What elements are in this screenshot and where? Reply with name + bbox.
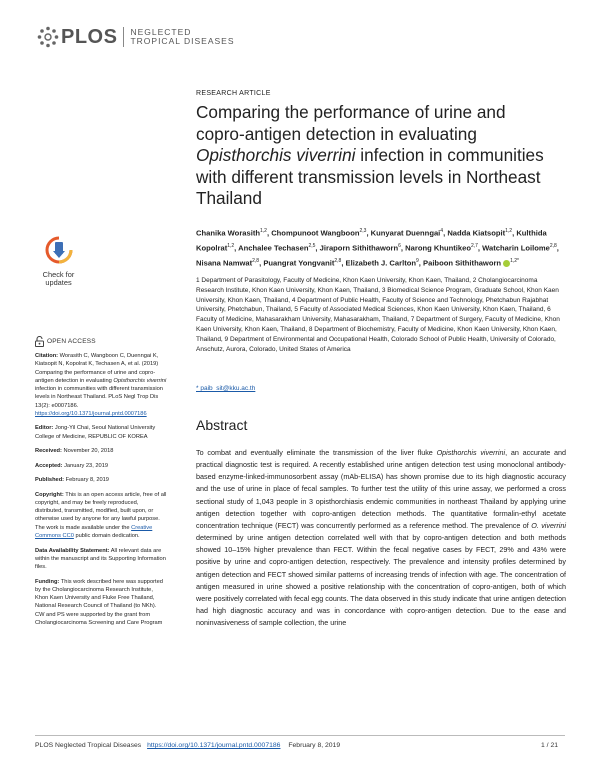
data-availability-block xyxy=(35,547,167,572)
received-label: Received: xyxy=(35,448,62,455)
open-access-badge xyxy=(35,336,96,347)
copyright-label: Copyright: xyxy=(35,491,64,498)
author-name: Kunyarat Duenngai xyxy=(370,228,441,238)
accepted-block xyxy=(35,462,167,470)
journal-name-line1: NEGLECTED xyxy=(130,26,192,37)
footer-divider xyxy=(35,735,565,736)
published-label: Published: xyxy=(35,477,65,484)
journal-name-line2: TROPICAL DISEASES xyxy=(130,36,235,46)
copyright-block xyxy=(35,491,167,541)
citation-text-1: Worasith C, Wangboon C, Duenngai K, Kiatsopit N, Kopolrat K, Techasen A, et al. (2019) Comparing the performance of urine and copro-antigen detection in evaluating xyxy=(35,353,159,384)
accepted-label: Accepted: xyxy=(35,462,63,469)
abstract-species-1: Opisthorchis viverrini xyxy=(436,448,506,457)
author-name: Anchalee Techasen xyxy=(238,243,309,253)
author-affiliation-sup: 2,8 xyxy=(252,257,260,264)
author-name: Watcharin Loilome xyxy=(482,243,550,253)
article-title xyxy=(196,102,556,210)
title-species: Opisthorchis viverrini xyxy=(196,145,356,165)
title-part1: Comparing the performance of urine and copro-antigen detection in evaluating xyxy=(196,102,506,144)
author-affiliation-sup: 1,2 xyxy=(260,228,267,234)
received-text: November 20, 2018 xyxy=(61,448,114,455)
check-for-updates-badge[interactable] xyxy=(35,236,82,290)
citation-doi-link[interactable]: https://doi.org/10.1371/journal.pntd.0007186 xyxy=(35,410,147,417)
data-availability-label: Data Availability Statement: xyxy=(35,547,110,554)
title-part2: infection in communities with different transmission levels in Northeast Thailand xyxy=(196,145,544,208)
author-name: Chanika Worasith xyxy=(196,228,260,238)
author-affiliation-sup: 2,8 xyxy=(334,257,342,264)
page-number: 1 / 21 xyxy=(541,742,559,749)
author-name: Nisana Namwat xyxy=(196,258,253,268)
citation-species: Opisthorchis viverrini xyxy=(113,377,167,384)
funding-label: Funding: xyxy=(35,578,60,585)
abstract-s2: , an accurate and practical diagnostic test is required. A recently established urine antigen detection test using monoclonal antibody-based enzyme-linked-immunosorbent assay (mAb-ELISA) has shown promise due to its high diagnostic accuracy and the use of urine in place of fecal samples. To further test the utility of this urine assay, we performed a cross sectional study of 1,043 people in 3 opisthorchiasis endemic communities in northeast Thailand by applying urine antigen detection together with copro-antigen detection methods. The quantitative formalin-ethyl acetate concentration technique (FECT) was concurrently performed as a reference method. The prevalence of xyxy=(196,448,566,530)
author-name: Nadda Kiatsopit xyxy=(447,228,506,238)
affiliations: 1 Department of Parasitology, Faculty of Medicine, Khon Kaen University, Khon Kaen, Thailand, 2 Cholangiocarcinoma Research Institute, Khon Kaen University, Khon Kaen, Thailand, 3 Biomedical Science Program, Graduate School, Khon Kaen University, Khon Kaen, Thailand, 4 Department of Public Health, Faculty of Science and Technology, Phetchabun Rajabhat University, Phetchabun, Thailand, 5 Faculty of Associated Medical Sciences, Khon Kaen University, Khon Kaen, Thailand, 6 Faculty of Medicine, Mahasarakham University, Mahasarakham, Thailand, 7 Department of Surgery, Faculty of Medicine, Khon Kaen University, Khon Kaen, Thailand, 8 Department of Biochemistry, Faculty of Medicine, Khon Kaen University, Khon Kaen, Thailand, 9 Department of Environmental and Occupational Health, Colorado School of Public Health, University of Colorado, Anschutz, Aurora, Colorado, United States of America xyxy=(196,277,560,353)
journal-name xyxy=(130,28,234,47)
open-access-label: OPEN ACCESS xyxy=(47,338,96,345)
open-lock-icon xyxy=(35,336,44,347)
logo-divider xyxy=(123,27,124,47)
abstract-heading: Abstract xyxy=(196,417,248,433)
author-affiliation-sup: 1,2 xyxy=(505,228,513,234)
author-name: Puangrat Yongvanit xyxy=(263,258,335,268)
published-block xyxy=(35,476,167,484)
author-name: Jiraporn Sithithaworn xyxy=(319,243,399,253)
author-affiliation-sup: 1,2 xyxy=(227,242,235,249)
author-name: Paiboon Sithithaworn xyxy=(423,258,502,268)
author-name: Narong Khuntikeo xyxy=(405,243,471,253)
citation-label: Citation: xyxy=(35,353,59,359)
footer-journal: PLOS Neglected Tropical Diseases xyxy=(35,742,142,749)
abstract-species-2: O. viverrini xyxy=(531,520,566,530)
copyright-text-2: public domain dedication. xyxy=(73,532,140,539)
footer-citation xyxy=(35,742,340,749)
citation-block xyxy=(35,352,167,418)
plos-wordmark: PLOS xyxy=(61,25,118,48)
data-availability-text: All relevant data are within the manuscript and its Supporting Information files. xyxy=(35,547,166,571)
abstract-s3: determined by urine antigen detection correlated well with that by copro-antigen detection and both methods showed 10–15% higher prevalence than FECT. Within the fecal negative cases by FECT, 29% and 43% were positive by urine and copro-antigen detection, respectively. The prevalence and intensity profiles determined by antigen detection and FECT showed similar patterns of increasing trends of infection with age. The concentration of antigen measured in urine showed a positive relationship with the concentration of copro-antigen, both of which were positively correlated with fecal egg counts. The data observed in this study indicate that urine antigen detection had high diagnostic accuracy and was in concordance with copro-antigen detection. Due to the ease and noninvasiveness of sample collection, the urine xyxy=(196,533,566,628)
editor-block xyxy=(35,424,167,441)
author-name: Chompunoot Wangboon xyxy=(271,228,360,238)
author-affiliation-sup: 4 xyxy=(440,228,444,234)
accepted-text: January 23, 2019 xyxy=(62,462,109,469)
author-name: Elizabeth J. Carlton xyxy=(345,258,417,268)
cfu-line2: updates xyxy=(45,278,72,287)
citation-text-2: infection in communities with different transmission levels in Northeast Thailand. PLoS Negl Trop Dis 13(2): e0007186. xyxy=(35,386,163,409)
author-affiliation-sup: 1,2* xyxy=(510,257,519,264)
cc0-link[interactable]: Creative Commons CC0 xyxy=(35,524,153,539)
article-metadata-sidebar xyxy=(35,352,167,633)
author-affiliation-sup: 6 xyxy=(398,242,401,249)
check-for-updates-icon xyxy=(44,236,74,264)
author-affiliation-sup: 2,7 xyxy=(470,242,478,249)
abstract-body xyxy=(196,447,566,629)
abstract-s1: To combat and eventually eliminate the transmission of the liver fluke xyxy=(196,448,437,457)
author-affiliation-sup: 2,3 xyxy=(359,228,367,234)
author-affiliation-sup: 2,5 xyxy=(308,242,316,249)
article-type-label: RESEARCH ARTICLE xyxy=(196,90,271,97)
published-text: February 8, 2019 xyxy=(64,477,109,484)
received-block xyxy=(35,447,167,455)
author-affiliation-sup: 2,8 xyxy=(549,242,557,249)
plos-logo-icon xyxy=(37,26,59,48)
footer-doi-link[interactable]: https://doi.org/10.1371/journal.pntd.0007186 xyxy=(147,742,281,749)
author-list: Chanika Worasith$^{1,2}$, Chompunoot Wangboon$^{2,3}$, Kunyarat Duenngai$^4$, Nadda Kiatsopit$^{1,2}$, Kulthida Kopolrat$^{1,2}$, Anchalee Techasen$^{2,5}$, Jiraporn Sithithaworn$^6$, Narong Khuntikeo$^{2,7}$, Watcharin Loilome$^{2,8}$, Nisana Namwat$^{2,8}$, Puangrat Yongvanit$^{2,8}$, Elizabeth J. Carlton$^9$, Paiboon Sithithaworn $^{1,2*}$ xyxy=(196,228,559,268)
editor-text: Jong-Yil Chai, Seoul National University College of Medicine, REPUBLIC OF KOREA xyxy=(35,425,156,440)
author-name: Kulthida Kopolrat xyxy=(196,228,547,253)
editor-label: Editor: xyxy=(35,425,54,432)
corresponding-email[interactable]: * paib_sit@kku.ac.th xyxy=(196,385,256,392)
cfu-line1: Check for xyxy=(42,270,75,279)
journal-logo xyxy=(37,26,235,48)
copyright-text-1: This is an open access article, free of all copyright, and may be freely reproduced, distributed, transmitted, modified, built upon, or otherwise used by anyone for any lawful purpose. The work is made available under the xyxy=(35,491,167,531)
funding-block xyxy=(35,578,167,628)
author-affiliation-sup: 9 xyxy=(416,257,419,264)
check-for-updates-text xyxy=(35,271,82,287)
funding-text: This work described here was supported by the Cholangiocarcinoma Research Institute, Khon Kaen University and Fluke Free Thailand, National Research Council of Thailand (to NKh). CW and PS were supported by the grant from Cholangiocarcinoma Screening and Care Program xyxy=(35,578,163,626)
footer-date: February 8, 2019 xyxy=(288,742,341,749)
